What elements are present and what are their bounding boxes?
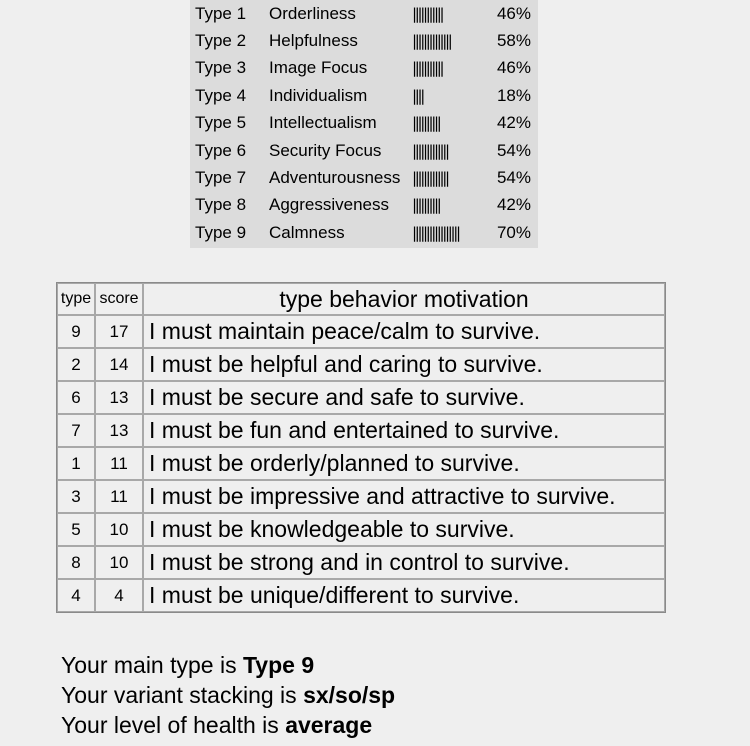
type-trait-name: Intellectualism — [269, 113, 377, 133]
row-motivation: I must be unique/different to survive. — [143, 579, 665, 612]
row-type: 9 — [57, 315, 95, 348]
type-trait-name: Adventurousness — [269, 168, 401, 188]
row-score: 11 — [95, 480, 143, 513]
row-type: 5 — [57, 513, 95, 546]
type-summary-row — [195, 55, 531, 82]
score-table-row — [57, 513, 665, 546]
row-motivation: I must be helpful and caring to survive. — [143, 348, 665, 381]
header-type: type — [57, 283, 95, 315]
variant-stacking-line — [61, 680, 395, 710]
type-trait-name: Individualism — [269, 85, 368, 105]
row-score: 4 — [95, 579, 143, 612]
type-percent-value: 42% — [496, 113, 531, 133]
type-percent-bar: ||||||||||| — [412, 59, 443, 78]
type-percent-bar: |||||||||| — [412, 196, 440, 215]
score-table-wrapper — [56, 282, 666, 613]
main-type-value: Type 9 — [242, 652, 315, 678]
type-trait-name: Helpfulness — [269, 31, 358, 51]
header-score: score — [95, 283, 143, 315]
type-summary-row — [195, 137, 531, 164]
row-motivation: I must be strong and in control to survive. — [143, 546, 665, 579]
type-percent-bar: ||||||||||||| — [412, 141, 448, 160]
row-motivation: I must be fun and entertained to survive. — [143, 414, 665, 447]
type-percent-value: 46% — [496, 58, 531, 78]
type-percent-bar: |||| — [412, 86, 424, 105]
type-label: Type 6 — [195, 140, 247, 160]
type-summary-row — [195, 110, 531, 137]
score-table-row — [57, 315, 665, 348]
type-summary-row — [195, 27, 531, 54]
score-table-row — [57, 579, 665, 612]
type-summary-table — [195, 0, 531, 247]
header-motivation: type behavior motivation — [143, 283, 665, 315]
type-percent-value: 70% — [496, 222, 531, 242]
row-type: 1 — [57, 447, 95, 480]
row-motivation: I must be orderly/planned to survive. — [143, 447, 665, 480]
score-table-row — [57, 348, 665, 381]
row-score: 10 — [95, 513, 143, 546]
score-table-header-row — [57, 283, 665, 315]
type-percent-value: 42% — [496, 195, 531, 215]
type-percent-bar: |||||||||||||| — [412, 32, 451, 51]
type-summary-row — [195, 192, 531, 219]
type-label: Type 1 — [195, 3, 247, 23]
type-label: Type 5 — [195, 113, 247, 133]
type-summary-row — [195, 82, 531, 109]
type-trait-name: Calmness — [269, 222, 345, 242]
row-score: 11 — [95, 447, 143, 480]
type-trait-name: Aggressiveness — [269, 195, 390, 215]
type-percent-value: 18% — [496, 85, 531, 105]
row-score: 14 — [95, 348, 143, 381]
row-type: 7 — [57, 414, 95, 447]
health-level-line — [61, 710, 395, 740]
score-table-row — [57, 381, 665, 414]
type-percent-value: 54% — [496, 140, 531, 160]
row-motivation: I must be impressive and attractive to survive. — [143, 480, 665, 513]
health-level-prefix: Your level of health is — [61, 712, 286, 738]
type-summary-body — [195, 0, 531, 247]
row-type: 8 — [57, 546, 95, 579]
type-percent-value: 54% — [496, 168, 531, 188]
score-table-row — [57, 414, 665, 447]
result-summary — [61, 650, 395, 740]
row-motivation: I must be secure and safe to survive. — [143, 381, 665, 414]
score-table-row — [57, 480, 665, 513]
variant-stacking-value: sx/so/sp — [303, 682, 396, 708]
row-motivation: I must be knowledgeable to survive. — [143, 513, 665, 546]
type-percent-value: 46% — [496, 3, 531, 23]
main-type-line — [61, 650, 395, 680]
variant-stacking-prefix: Your variant stacking is — [61, 682, 304, 708]
row-type: 2 — [57, 348, 95, 381]
main-type-prefix: Your main type is — [61, 652, 243, 678]
type-percent-bar: ||||||||||| — [412, 4, 443, 23]
type-summary-panel — [190, 0, 538, 248]
type-label: Type 4 — [195, 85, 247, 105]
type-label: Type 9 — [195, 222, 247, 242]
row-type: 6 — [57, 381, 95, 414]
type-label: Type 8 — [195, 195, 247, 215]
type-percent-bar: ||||||||||||||||| — [412, 223, 459, 242]
row-type: 4 — [57, 579, 95, 612]
type-label: Type 7 — [195, 168, 247, 188]
row-score: 10 — [95, 546, 143, 579]
type-summary-row — [195, 0, 531, 27]
type-summary-row — [195, 164, 531, 191]
row-motivation: I must maintain peace/calm to survive. — [143, 315, 665, 348]
type-summary-row — [195, 219, 531, 246]
type-percent-bar: |||||||||| — [412, 114, 440, 133]
type-percent-value: 58% — [496, 31, 531, 51]
type-label: Type 3 — [195, 58, 247, 78]
health-level-value: average — [285, 712, 373, 738]
type-percent-bar: ||||||||||||| — [412, 169, 448, 188]
score-table-body — [57, 315, 665, 612]
score-table-row — [57, 447, 665, 480]
type-label: Type 2 — [195, 31, 247, 51]
row-score: 13 — [95, 381, 143, 414]
row-score: 13 — [95, 414, 143, 447]
row-type: 3 — [57, 480, 95, 513]
type-trait-name: Security Focus — [269, 140, 382, 160]
type-trait-name: Image Focus — [269, 58, 368, 78]
row-score: 17 — [95, 315, 143, 348]
score-table-row — [57, 546, 665, 579]
type-trait-name: Orderliness — [269, 3, 356, 23]
score-table — [56, 282, 666, 613]
